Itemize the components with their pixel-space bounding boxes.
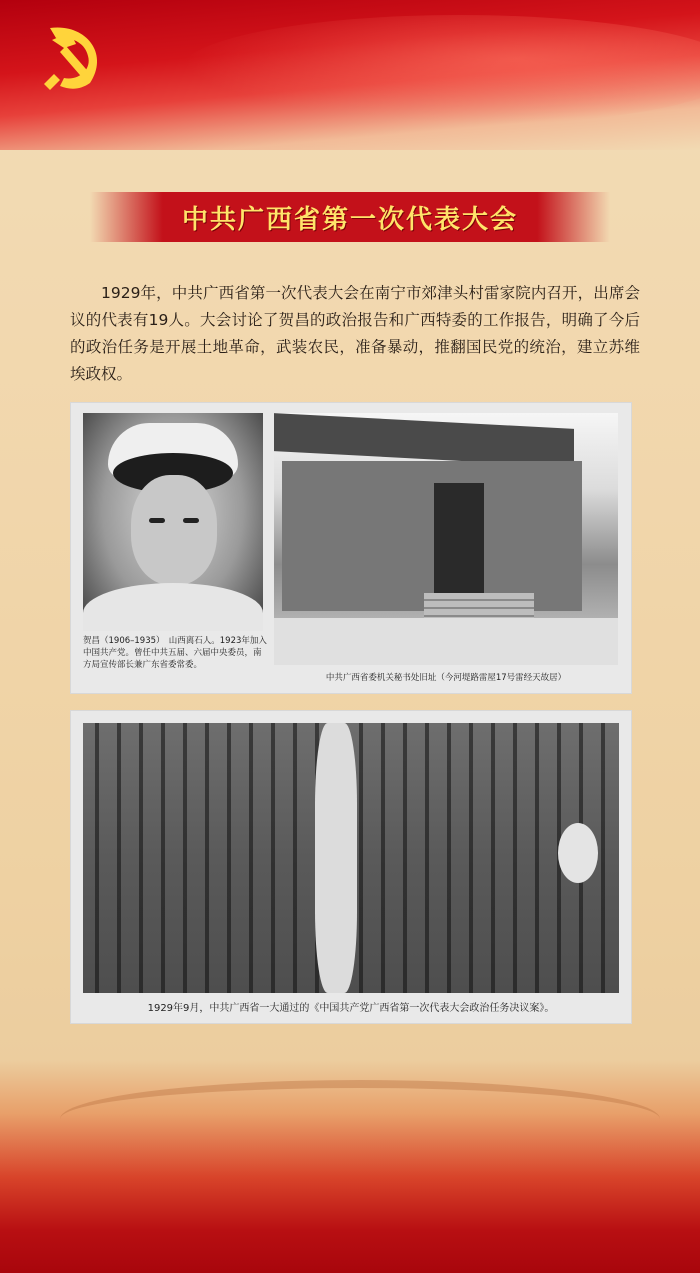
photo-panel xyxy=(70,402,632,694)
title-banner xyxy=(90,192,610,242)
page-title: 中共广西省第一次代表大会 xyxy=(181,204,518,235)
hammer-sickle-icon xyxy=(30,18,120,98)
house-caption: 中共广西省委机关秘书处旧址（今河堤路雷屋17号雷经天故居） xyxy=(325,673,567,683)
great-wall-decoration xyxy=(60,1080,660,1158)
manuscript-photo xyxy=(83,723,619,993)
house-photo xyxy=(274,413,618,665)
portrait-caption: 贺昌（1906–1935） 山西离石人。1923年加入中国共产党。曾任中共五届、六届中央委员，南方局宣传部长兼广东省委常委。 xyxy=(83,636,267,670)
portrait-photo xyxy=(83,413,263,631)
document-panel xyxy=(70,710,632,1024)
document-caption: 1929年9月，中共广西省一大通过的《中国共产党广西省第一次代表大会政治任务决议案》。 xyxy=(147,1003,555,1014)
intro-paragraph: 1929年，中共广西省第一次代表大会在南宁市郊津头村雷家院内召开，出席会议的代表有19人。大会讨论了贺昌的政治报告和广西特委的工作报告，明确了今后的政治任务是开展土地革命，武装农民，准备暴动，推翻国民党的统治，建立苏维埃政权。 xyxy=(70,284,640,383)
